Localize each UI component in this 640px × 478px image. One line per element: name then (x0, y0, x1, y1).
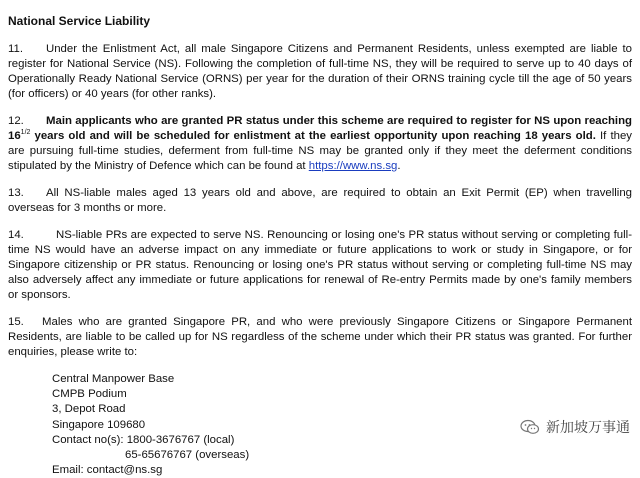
paragraph-text: If they are pursuing full-time studies, deferment from full-time NS may be granted only if they meet the deferment conditions stipulated by the Ministry of Defence which can be found at (8, 130, 632, 172)
bold-period: . (592, 130, 596, 142)
ns-website-link[interactable]: https://www.ns.sg (308, 160, 398, 172)
paragraph-number: 12. (8, 115, 24, 127)
section-heading: National Service Liability (8, 14, 151, 28)
paragraph-end: . (397, 160, 401, 172)
paragraph-text: NS-liable PRs are expected to serve NS. Renouncing or losing one's PR status without serving or completing full-time NS would have an adverse impact on any immediate or future applications to work or study in Singapore, or for Singapore citizenship or PR status. Renouncing or losing one's PR status without serving or completing full-time NS may also adversely affect any immediate or future applications for renewal of Re-entry Permits made by one's family members or sponsors. (8, 229, 632, 301)
paragraph-number: 11. (8, 43, 23, 55)
contact-number-overseas: 65-65676767 (overseas) (125, 449, 250, 462)
paragraph-text: Males who are granted Singapore PR, and who were previously Singapore Citizens or Singapore Permanent Residents, are liable to be called up for NS regardless of the scheme under which their PR status was granted. For further enquiries, please write to: (8, 316, 632, 358)
paragraph-12 (8, 114, 632, 174)
paragraph-number: 14. (8, 229, 24, 241)
contact-number-local: Contact no(s): 1800-3676767 (local) (52, 433, 235, 446)
document (8, 14, 632, 478)
paragraph-text: Under the Enlistment Act, all male Singapore Citizens and Permanent Residents, unless exempted are liable to register for National Service (NS). Following the completion of full-time NS, they will be required to serve up to 40 days of Operationally Ready National Service (ORNS) per year for the duration of their ORNS training cycle till the age of 50 years (for officers) or 40 years (for other ranks). (8, 43, 632, 100)
address-line: 3, Depot Road (52, 403, 126, 416)
address-line: CMPB Podium (52, 388, 127, 401)
paragraph-13 (8, 186, 632, 216)
contact-email: Email: contact@ns.sg (52, 464, 163, 477)
bold-text-a: Main applicants who are granted PR status under this scheme are required to register for NS upon reaching 16 (8, 115, 632, 142)
address-line: Central Manpower Base (52, 373, 175, 385)
wechat-icon (520, 419, 540, 435)
paragraph-11 (8, 42, 632, 102)
paragraph-number: 13. (8, 187, 24, 199)
watermark-text: 新加坡万事通 (546, 420, 630, 436)
watermark (520, 417, 630, 437)
address-line: Singapore 109680 (52, 418, 146, 431)
superscript-half: 1/2 (20, 129, 31, 136)
paragraph-text: All NS-liable males aged 13 years old and above, are required to obtain an Exit Permit (EP) when travelling overseas for 3 months or more. (8, 187, 632, 214)
paragraph-15 (8, 315, 632, 360)
paragraph-14 (8, 228, 632, 303)
paragraph-number: 15. (8, 316, 24, 328)
bold-text-b: years old and will be scheduled for enlistment at the earliest opportunity upon reaching 18 years old (30, 130, 593, 142)
